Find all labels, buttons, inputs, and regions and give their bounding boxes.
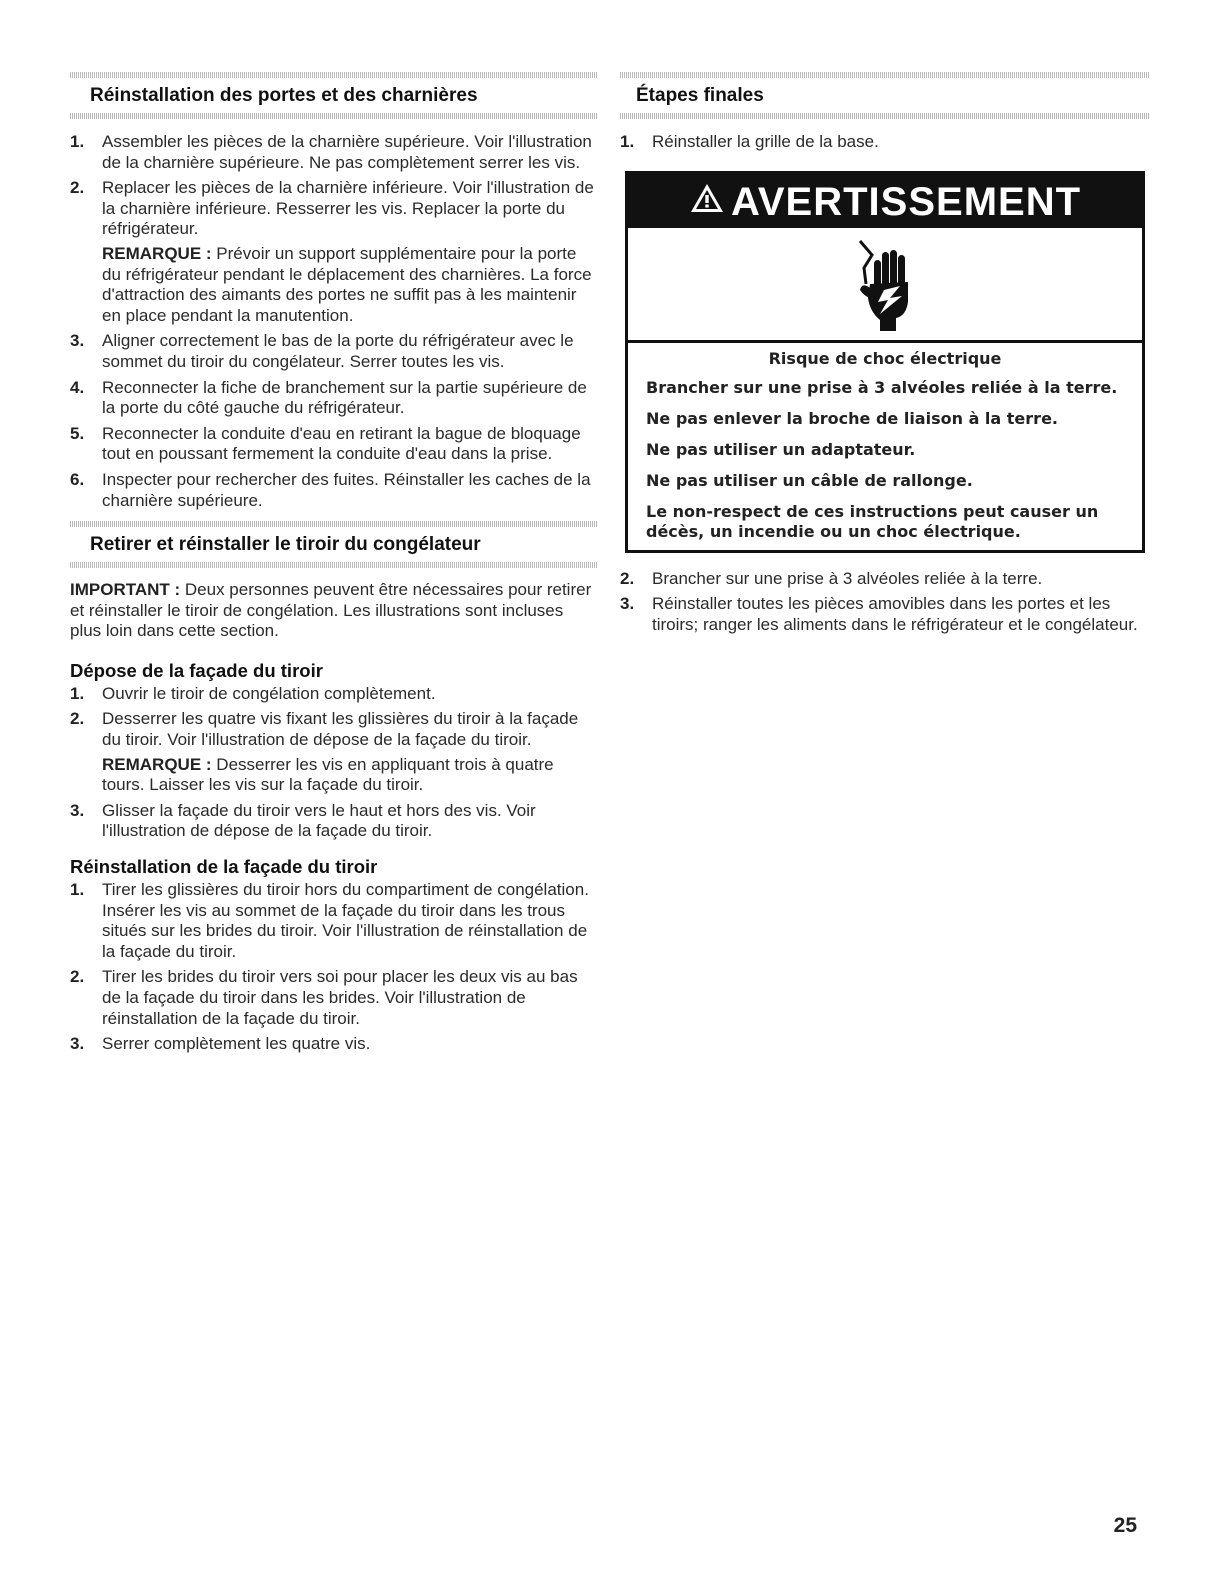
warning-line: Ne pas utiliser un câble de rallonge. [646,470,973,490]
warning-line: Ne pas enlever la broche de liaison à la terre. [646,408,1058,428]
list-item [620,594,1150,635]
list-item [70,801,598,842]
important-paragraph [70,580,598,642]
step-text: Glisser la façade du tiroir vers le haut et hors des vis. Voir l'illustration de dépose de la façade du tiroir. [102,800,536,841]
section-title: Étapes finales [636,85,764,106]
list-item [70,470,598,511]
step-text: Tirer les brides du tiroir vers soi pour placer les deux vis au bas de la façade du tiroir dans les brides. Voir l'illustration de réinstallation de la façade du tiroir. [102,967,578,1028]
warning-heading: AVERTISSEMENT [730,179,1082,224]
step-number: 3. [620,594,635,614]
list-item [70,424,598,465]
section-header-freezer-drawer [70,521,598,568]
section-header-final-steps [620,72,1150,119]
step-text: Replacer les pièces de la charnière inférieure. Voir l'illustration de la charnière inférieure. Resserrer les vis. Replacer la porte du réfrigérateur. [102,178,594,239]
important-text: Deux personnes peuvent être nécessaires pour retirer et réinstaller le tiroir de congélation. Les illustrations sont incluses plus loin dans cette section. [70,580,592,641]
subsection-title: Réinstallation de la façade du tiroir [70,856,378,878]
electric-shock-hand-icon [850,238,922,333]
step-number: 1. [70,880,85,900]
note [102,755,598,796]
step-text: Réinstaller toutes les pièces amovibles dans les portes et les tiroirs; ranger les aliments dans le réfrigérateur et le congélateur. [652,594,1138,634]
section-title: Réinstallation des portes et des charnières [90,85,478,106]
drawer-reinstall-steps [70,880,598,1055]
step-number: 6. [70,469,85,489]
warning-line: Brancher sur une prise à 3 alvéoles reliée à la terre. [646,377,1118,397]
list-item [70,709,598,795]
important-label: IMPORTANT : [70,580,181,600]
step-number: 5. [70,423,85,443]
list-item [70,331,598,372]
step-text: Ouvrir le tiroir de congélation complètement. [102,683,436,703]
list-item [70,178,598,326]
subsection-title: Dépose de la façade du tiroir [70,659,323,681]
step-number: 3. [70,331,85,351]
hatch-rule [70,562,598,568]
warning-risk: Risque de choc électrique [768,348,1002,368]
warning-triangle-icon [689,173,725,229]
step-text: Reconnecter la fiche de branchement sur la partie supérieure de la porte du côté gauche du réfrigérateur. [102,377,587,418]
hatch-rule [70,113,598,119]
list-item [70,684,598,705]
step-number: 1. [70,132,85,151]
note-label: REMARQUE : [102,243,212,263]
step-text: Serrer complètement les quatre vis. [102,1034,371,1054]
list-item [620,132,1150,153]
step-number: 4. [70,377,85,397]
drawer-removal-steps [70,684,598,842]
step-text: Aligner correctement le bas de la porte du réfrigérateur avec le sommet du tiroir du congélateur. Serrer toutes les vis. [102,331,574,371]
warning-pictogram-area [628,228,1142,343]
warning-box [625,171,1145,553]
left-column [70,72,598,1060]
step-text: Inspecter pour rechercher des fuites. Réinstaller les caches de la charnière supérieure. [102,469,591,510]
note [102,244,598,326]
final-steps-rest [620,569,1150,636]
step-number: 3. [70,1034,85,1054]
step-number: 2. [620,568,635,588]
step-number: 2. [70,178,85,198]
step-text: Desserrer les quatre vis fixant les glissières du tiroir à la façade du tiroir. Voir l'illustration de dépose de la façade du tiroir. [102,709,579,750]
hatch-rule [620,113,1150,119]
note-text: Prévoir un support supplémentaire pour la porte du réfrigérateur pendant le déplacement des charnières. La force d'attraction des aimants des portes ne suffit pas à les maintenir en place pendant la manutention. [102,243,592,325]
door-reinstall-steps [70,132,598,511]
warning-line: Ne pas utiliser un adaptateur. [646,439,916,459]
note-text: Desserrer les vis en appliquant trois à quatre tours. Laisser les vis sur la façade du tiroir. [102,754,554,795]
list-item [70,967,598,1029]
list-item [620,569,1150,590]
step-text: Assembler les pièces de la charnière supérieure. Voir l'illustration de la charnière supérieure. Ne pas complètement serrer les vis. [102,132,592,172]
list-item [70,132,598,173]
step-number: 1. [620,132,635,151]
step-number: 3. [70,800,85,820]
step-number: 1. [70,683,85,703]
step-text: Tirer les glissières du tiroir hors du compartiment de congélation. Insérer les vis au sommet de la façade du tiroir dans les trous situés sur les brides du tiroir. Voir l'illustration de réinstallation de la façade du tiroir. [102,880,589,961]
page-number: 25 [1113,1514,1137,1537]
section-title: Retirer et réinstaller le tiroir du congélateur [90,534,481,556]
warning-header [628,174,1142,228]
warning-body [628,343,1142,550]
step-text: Réinstaller la grille de la base. [652,132,879,151]
right-column [620,72,1150,640]
list-item [70,880,598,962]
list-item [70,1034,598,1055]
step-text: Reconnecter la conduite d'eau en retirant la bague de bloquage tout en poussant fermement la conduite d'eau dans la prise. [102,423,581,464]
final-steps-first [620,132,1150,153]
section-header-door-reinstall [70,72,598,119]
step-text: Brancher sur une prise à 3 alvéoles reliée à la terre. [652,568,1043,588]
note-label: REMARQUE : [102,754,212,774]
step-number: 2. [70,967,85,987]
list-item [70,378,598,419]
step-number: 2. [70,709,85,729]
warning-line: Le non-respect de ces instructions peut causer un décès, un incendie ou un choc électrique. [646,501,1099,541]
